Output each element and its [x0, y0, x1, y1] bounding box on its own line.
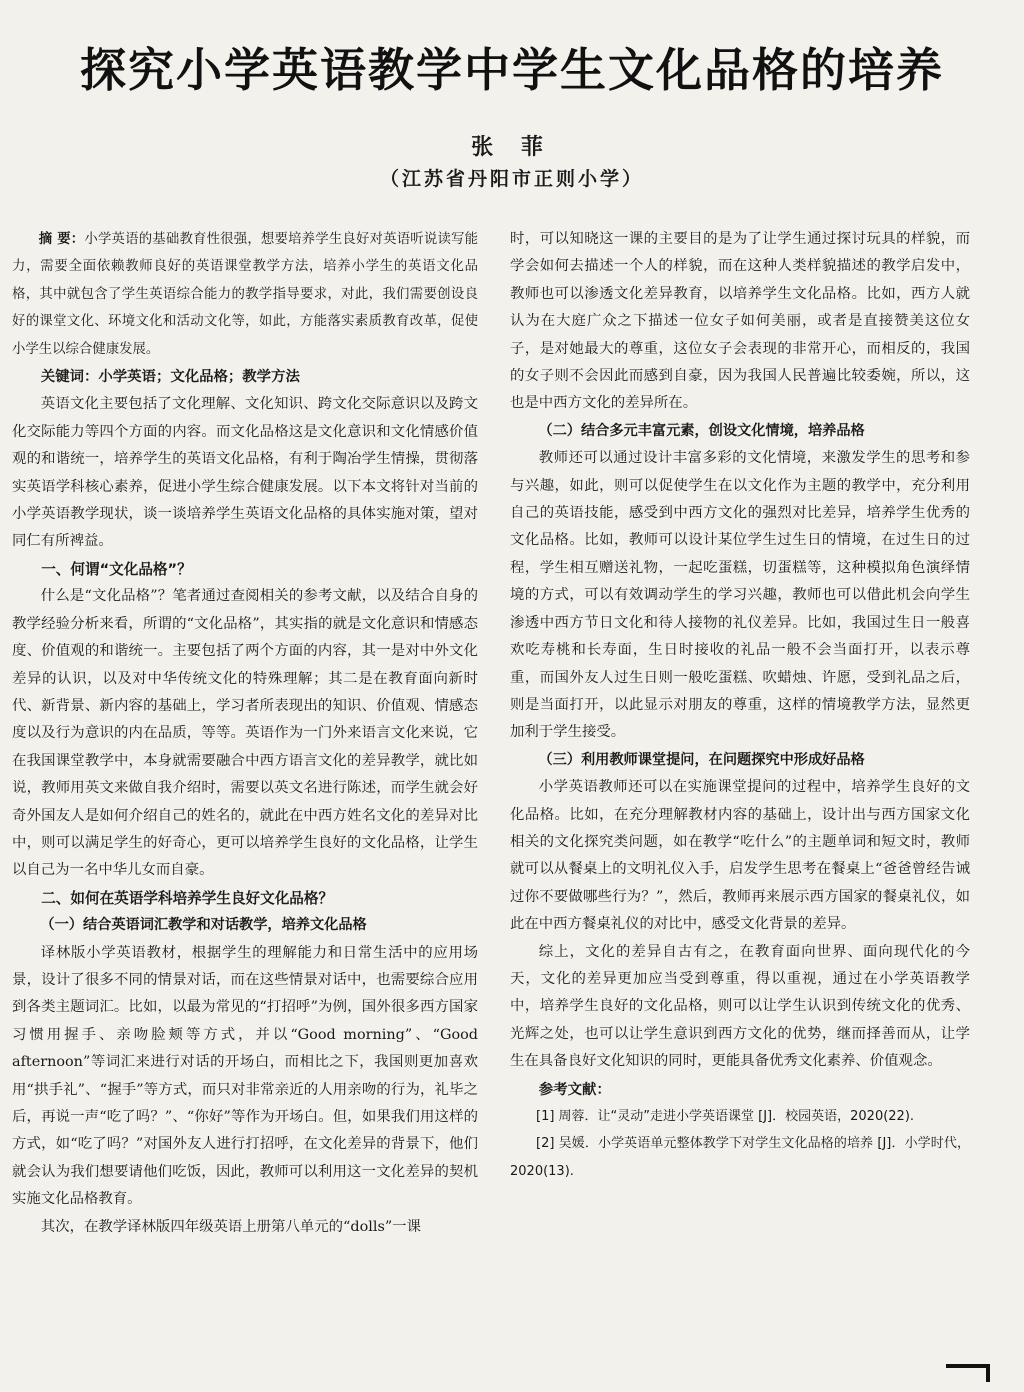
section-2a-paragraph: 译林版小学英语教材，根据学生的理解能力和日常生活中的应用场景，设计了很多不同的情景对话，而在这些情景对话中，也需要综合应用到各类主题词汇。比如，以最为常见的“打招呼”为例，国外很多西方国家习惯用握手、亲吻脸颊等方式，并以“Good morning”、“Good afternoon”等词汇来进行对话的开场白，而相比之下，我国则更加喜欢用“拱手礼”、“握手”等方式，而只对非常亲近的人用亲吻的行为，礼毕之后，再说一声“吃了吗？”、“你好”等作为开场白。但，如果我们用这样的方式，如“吃了吗？”对国外友人进行打招呼，在文化差异的背景下，他们就会认为我们想要请他们吃饭，因此，教师可以利用这一文化差异的契机实施文化品格教育。 — [12, 944, 478, 1208]
keywords-text: 小学英语；文化品格；教学方法 — [98, 368, 300, 386]
left-column — [12, 226, 478, 1241]
reference-1: [1] 周蓉．让“灵动”走进小学英语课堂 [J]．校园英语，2020(22). — [536, 1109, 915, 1124]
right-column — [510, 226, 970, 1185]
page-corner-mark — [946, 1364, 990, 1382]
abstract — [12, 226, 478, 363]
section-1-paragraph: 什么是“文化品格”？笔者通过查阅相关的参考文献，以及结合自身的教学经验分析来看，所谓的“文化品格”，其实指的就是文化意识和情感态度、价值观的和谐统一。主要包括了两个方面的内容，其一是对中外文化差异的认识，以及对中华传统文化的特殊理解；其二是在教育面向新时代、新背景、新内容的基础上，学习者所表现出的知识、价值观、情感态度以及行为意识的内在品质，等等。英语作为一门外来语言文化来说，它在我国课堂教学中，本身就需要融合中西方语言文化的差异教学，就比如说，教师用英文来做自我介绍时，需要以英文名进行陈述，而学生就会好奇外国友人是如何介绍自己的姓名的，就此在中西方姓名文化的差异对比中，则可以满足学生的好奇心，更可以培养学生良好的文化品格，让学生以自己为一名中华儿女而自豪。 — [12, 588, 478, 879]
heading-1: 一、何谓“文化品格”？ — [41, 560, 192, 578]
subheading-2: （二）结合多元丰富元素，创设文化情境，培养品格 — [538, 422, 865, 439]
author-affiliation: （江苏省丹阳市正则小学） — [379, 168, 644, 190]
section-3-paragraph: 教师还可以通过设计丰富多彩的文化情境，来激发学生的思考和参与兴趣，如此，则可以促使学生在以文化作为主题的教学中，充分利用自己的英语技能，感受到中西方文化的强烈对比差异，培养学生优秀的文化品格。比如，教师可以设计某位学生过生日的情境，在过生日的过程，学生相互赠送礼物，一起吃蛋糕，切蛋糕等，这种模拟角色演绎情境的方式，可以有效调动学生的学习兴趣，教师也可以借此机会向学生渗透中西方节日文化和待人接物的礼仪差异。比如，我国过生日一般喜欢吃寿桃和长寿面，生日时接收的礼品一般不会当面打开，以表示尊重，而国外友人过生日则一般吃蛋糕、吹蜡烛、许愿，受到礼品之后，则是当面打开，以此显示对朋友的尊重，这样的情境教学方法，显然更加利于学生接受。 — [510, 450, 970, 741]
continuation-paragraph: 时，可以知晓这一课的主要目的是为了让学生通过探讨玩具的样貌，而学会如何去描述一个人的样貌，而在这种人类样貌描述的教学启发中，教师也可以渗透文化差异教育，以培养学生文化品格。比如，西方人就认为在大庭广众之下描述一位女子如何美丽，或者是直接赞美这位女子，是对她最大的尊重，这位女子会表现的非常开心，而相反的，我国的女子则不会因此而感到自豪，因为我国人民普遍比较委婉，所以，这也是中西方文化的差异所在。 — [510, 231, 970, 412]
intro-paragraph: 英语文化主要包括了文化理解、文化知识、跨文化交际意识以及跨文化交际能力等四个方面的内容。而文化品格这是文化意识和文化情感价值观的和谐统一，培养学生的英语文化品格，有利于陶冶学生情操，贯彻落实英语学科核心素养，促进小学生综合健康发展。以下本文将针对当前的小学英语教学现状，谈一谈培养学生英语文化品格的具体实施对策，望对同仁有所裨益。 — [12, 396, 478, 550]
keywords — [12, 363, 478, 391]
section-2b-paragraph: 其次，在教学译林版四年级英语上册第八单元的“dolls”一课 — [40, 1218, 421, 1235]
references-label: 参考文献： — [538, 1080, 611, 1098]
keywords-label: 关键词： — [40, 368, 99, 386]
subheading-3: （三）利用教师课堂提问，在问题探究中形成好品格 — [538, 751, 865, 768]
section-4-paragraph: 小学英语教师还可以在实施课堂提问的过程中，培养学生良好的文化品格。比如，在充分理解教材内容的基础上，设计出与西方国家文化相关的文化探究类问题，如在教学“吃什么”的主题单词和短文时，教师就可以从餐桌上的文明礼仪入手，启发学生思考在餐桌上“爸爸曾经告诫过你不要做哪些行为？”，然后，教师再来展示西方国家的餐桌礼仪，如此在中西方餐桌礼仪的对比中，感受文化背景的差异。 — [510, 779, 970, 933]
abstract-label: 摘 要： — [38, 232, 85, 247]
conclusion-paragraph: 综上，文化的差异自古有之，在教育面向世界、面向现代化的今天，文化的差异更加应当受到尊重，得以重视，通过在小学英语教学中，培养学生良好的文化品格，则可以让学生认识到传统文化的优秀、光辉之处，也可以让学生意识到西方文化的优势，继而择善而从，让学生在具备良好文化知识的同时，更能具备优秀文化素养、价值观念。 — [510, 943, 970, 1070]
subheading-1: （一）结合英语词汇教学和对话教学，培养文化品格 — [40, 917, 367, 934]
heading-2: 二、如何在英语学科培养学生良好文化品格？ — [41, 889, 334, 907]
page-title: 探究小学英语教学中学生文化品格的培养 — [80, 43, 944, 97]
reference-2: [2] 吴媛．小学英语单元整体教学下对学生文化品格的培养 [J]．小学时代，2020(13). — [510, 1136, 970, 1179]
abstract-text: 小学英语的基础教育性很强，想要培养学生良好对英语听说读写能力，需要全面依赖教师良好的英语课堂教学方法，培养小学生的英语文化品格，其中就包含了学生英语综合能力的教学指导要求，对此，我们需要创设良好的课堂文化、环境文化和活动文化等，如此，方能落实素质教育改革，促使小学生以综合健康发展。 — [12, 232, 478, 357]
author-name: 张 菲 — [471, 134, 553, 160]
